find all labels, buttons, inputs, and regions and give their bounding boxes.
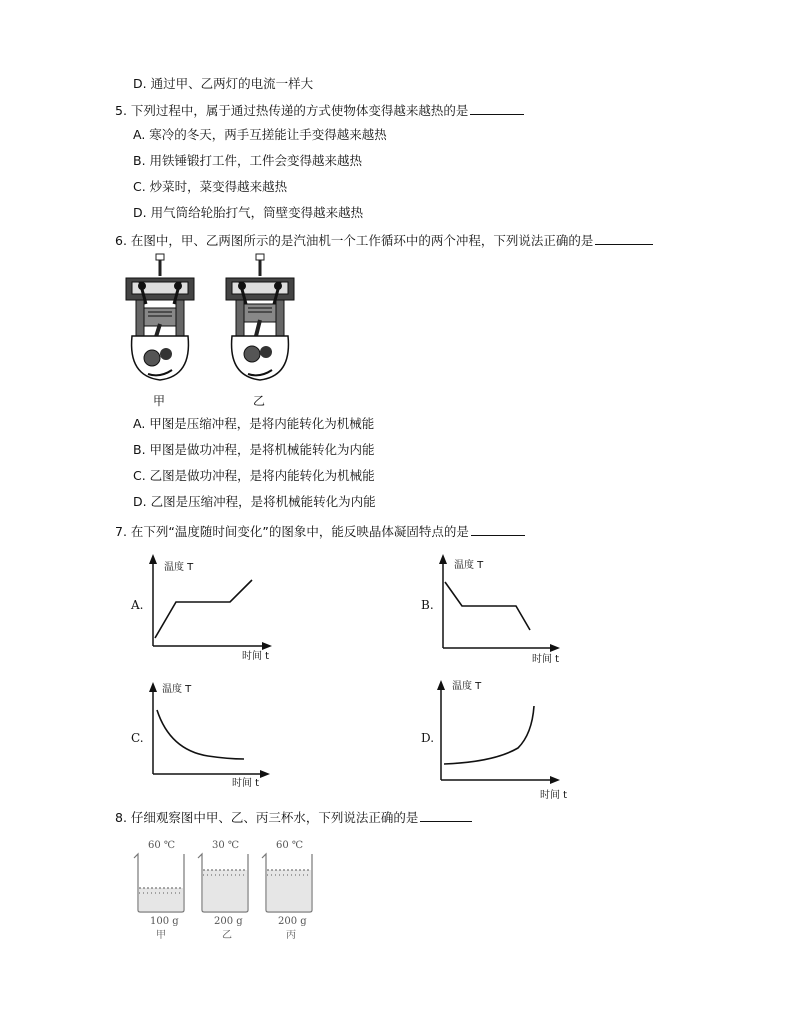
beaker-yi: [198, 854, 248, 912]
q5-option-c: C. 炒菜时，菜变得越来越热: [133, 179, 288, 194]
beaker-jia: [134, 854, 184, 912]
beaker-jia-temp: 60 ℃: [148, 840, 176, 851]
q6-option-a: A. 甲图是压缩冲程，是将内能转化为机械能: [133, 416, 375, 431]
graph-b-letter: B.: [421, 598, 434, 612]
q5-stem-text: 5. 下列过程中，属于通过热传递的方式使物体变得越来越热的是: [115, 103, 469, 118]
q8-stem-text: 8. 仔细观察图中甲、乙、丙三杯水，下列说法正确的是: [115, 810, 419, 825]
graph-c-curve: [157, 710, 244, 759]
engine-yi-label: 乙: [253, 394, 266, 408]
beaker-jia-mass: 100 g: [150, 916, 179, 927]
engine-jia-label: 甲: [153, 394, 166, 408]
graph-d-curve: [444, 706, 534, 764]
graph-c-y-arrow: [149, 682, 157, 692]
graph-a-y-arrow: [149, 554, 157, 564]
q7-stem-text: 7. 在下列“温度随时间变化”的图象中，能反映晶体凝固特点的是: [115, 524, 469, 539]
q6-option-b: B. 甲图是做功冲程，是将机械能转化为内能: [133, 442, 375, 457]
graph-a-xlabel: 时间 t: [242, 651, 270, 662]
graph-b-ylabel: 温度 T: [454, 560, 484, 571]
q5-option-d: D. 用气筒给轮胎打气，筒壁变得越来越热: [133, 205, 364, 220]
graph-d-ylabel: 温度 T: [452, 681, 482, 692]
q7-answer-blank: [471, 524, 525, 536]
q6-answer-blank: [595, 233, 653, 245]
beakers-figure: [130, 836, 320, 946]
graph-c-xlabel: 时间 t: [232, 778, 260, 789]
engine-yi-figure: [222, 252, 298, 392]
graph-c-x-arrow: [260, 770, 270, 778]
graph-d-xlabel: 时间 t: [540, 790, 568, 801]
graph-d-letter: D.: [421, 731, 435, 745]
q4-option-d: D. 通过甲、乙两灯的电流一样大: [133, 76, 314, 91]
engine-jia-figure: [122, 252, 198, 392]
q6-stem: [115, 233, 653, 249]
beaker-bing-mass: 200 g: [278, 916, 307, 927]
graph-b-xlabel: 时间 t: [532, 654, 560, 665]
graph-a-curve: [155, 580, 252, 638]
beaker-yi-mass: 200 g: [214, 916, 243, 927]
q5-option-a: A. 寒冷的冬天，两手互搓能让手变得越来越热: [133, 127, 387, 142]
graph-b-y-arrow: [439, 554, 447, 564]
graph-d: [434, 672, 574, 802]
q6-stem-text: 6. 在图中，甲、乙两图所示的是汽油机一个工作循环中的两个冲程，下列说法正确的是: [115, 233, 594, 248]
graph-b-x-arrow: [550, 644, 560, 652]
graph-b-curve: [445, 582, 530, 630]
q6-option-c: C. 乙图是做功冲程，是将内能转化为机械能: [133, 468, 375, 483]
beaker-bing-temp: 60 ℃: [276, 840, 304, 851]
beaker-jia-name: 甲: [156, 930, 166, 941]
graph-c-ylabel: 温度 T: [162, 684, 192, 695]
graph-a: [148, 552, 283, 664]
graph-c-letter: C.: [131, 731, 144, 745]
q5-answer-blank: [470, 103, 524, 115]
q8-answer-blank: [420, 810, 472, 822]
graph-a-ylabel: 温度 T: [164, 562, 194, 573]
graph-c: [148, 680, 283, 790]
graph-a-x-arrow: [262, 642, 272, 650]
graph-a-letter: A.: [131, 598, 144, 612]
q8-stem: [115, 810, 472, 826]
graph-d-x-arrow: [550, 776, 560, 784]
beaker-yi-temp: 30 ℃: [212, 840, 240, 851]
q5-option-b: B. 用铁锤锻打工件，工件会变得越来越热: [133, 153, 363, 168]
q5-stem: [115, 103, 524, 119]
q7-stem: [115, 524, 525, 540]
graph-b: [438, 552, 573, 667]
beaker-yi-name: 乙: [222, 930, 232, 941]
beaker-bing: [262, 854, 312, 912]
graph-d-y-arrow: [437, 680, 445, 690]
beaker-bing-name: 丙: [286, 930, 296, 941]
q6-option-d: D. 乙图是压缩冲程，是将机械能转化为内能: [133, 494, 376, 509]
